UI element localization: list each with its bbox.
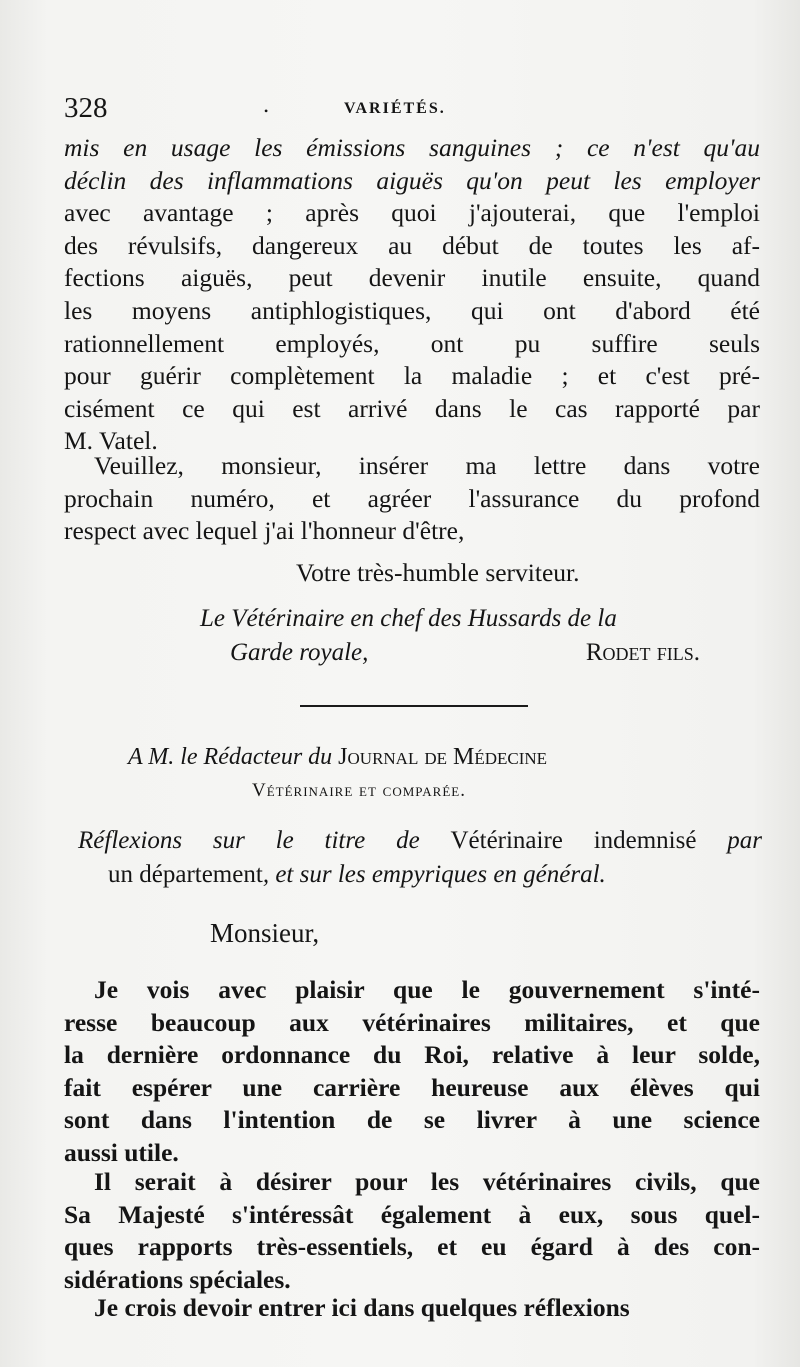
subject-line — [78, 824, 762, 858]
paragraph-3 — [64, 974, 760, 1170]
text-line: des révulsifs, dangereux au début de toutes les af- — [64, 230, 760, 260]
text-line: déclin des inflammations aiguës qu'on peut les employer — [64, 165, 760, 195]
section-divider — [300, 705, 528, 707]
salutation: Monsieur, — [210, 918, 320, 948]
text-line: avec avantage ; après quoi j'ajouterai, que l'emploi — [64, 198, 760, 228]
paragraph-1 — [64, 132, 760, 458]
text-line: sont dans l'intention de se livrer à une science — [64, 1105, 760, 1135]
subject-line-2 — [78, 858, 762, 892]
text-line: la dernière ordonnance du Roi, relative à leur solde, — [64, 1040, 760, 1070]
letter-subject — [78, 824, 762, 892]
addressee-text: A M. le Rédacteur du — [128, 744, 339, 770]
text-line: sidérations spéciales. — [64, 1264, 291, 1294]
text-line: les moyens antiphlogistiques, qui ont d'abord été — [64, 295, 760, 325]
text-line: prochain numéro, et agréer l'assurance du profond — [64, 483, 760, 513]
signature-text: de la — [561, 605, 617, 632]
letter-addressee — [128, 740, 768, 808]
paragraph-4 — [64, 1166, 760, 1296]
signature-regiment: Garde royale, — [230, 639, 369, 666]
running-head: VARIÉTÉS. — [344, 100, 446, 117]
page-header — [64, 92, 764, 126]
signoff: Votre très-humble serviteur. — [296, 558, 580, 587]
text-line: pour guérir complètement la maladie ; et c'est pré- — [64, 361, 760, 391]
subject-text: , et sur les empyriques en général. — [262, 861, 606, 888]
signature-title — [200, 602, 760, 636]
signature-text: Le — [200, 605, 232, 632]
text-line: cisément ce qui est arrivé dans le cas rapporté par — [64, 393, 760, 423]
addressee-line — [128, 740, 768, 774]
subject-text: Réflexions sur le titre de — [78, 827, 451, 854]
journal-name: Journal de Médecine — [338, 744, 548, 770]
paragraph-2 — [64, 450, 760, 548]
subject-text: par — [696, 827, 762, 854]
text-line: aussi utile. — [64, 1137, 179, 1167]
text-line: Sa Majesté s'intéressât également à eux, sous quel- — [64, 1199, 760, 1229]
text-line: Il serait à désirer pour les vétérinaires civils, que — [94, 1167, 760, 1196]
text-line: fections aiguës, peut devenir inutile ensuite, quand — [64, 263, 760, 293]
text-line: rationnellement employés, ont pu suffire seuls — [64, 328, 760, 358]
text-line: resse beaucoup aux vétérinaires militaires, et que — [64, 1007, 760, 1037]
text-line: Je vois avec plaisir que le gouvernement s'inté- — [94, 975, 760, 1004]
text-line: M. Vatel. — [64, 426, 158, 456]
header-ornament: • — [264, 104, 269, 118]
subject-text: un département — [108, 861, 263, 888]
paragraph-5 — [64, 1292, 760, 1325]
addressee-line-2: Vétérinaire et comparée. — [252, 780, 466, 801]
text-line: ques rapports très-essentiels, et eu égard à des con- — [64, 1232, 760, 1262]
text-line: Je crois devoir entrer ici dans quelques réflexions — [94, 1293, 630, 1322]
page-number: 328 — [64, 92, 108, 124]
signature-text: Vétérinaire en chef des — [231, 605, 468, 632]
text-line: respect avec lequel j'ai l'honneur d'être, — [64, 516, 465, 546]
text-line: fait espérer une carrière heureuse aux élèves qui — [64, 1072, 760, 1102]
subject-title-term: Vétérinaire indemnisé — [450, 827, 697, 854]
signature-name-line — [200, 636, 700, 670]
text-line: mis en usage les émissions sanguines ; ce n'est qu'au — [64, 133, 760, 162]
text-line: Veuillez, monsieur, insérer ma lettre dans votre — [94, 451, 760, 480]
signature-block — [200, 602, 760, 670]
signature-text: Hussards — [467, 605, 562, 632]
signature-name: Rodet fils. — [585, 639, 700, 666]
